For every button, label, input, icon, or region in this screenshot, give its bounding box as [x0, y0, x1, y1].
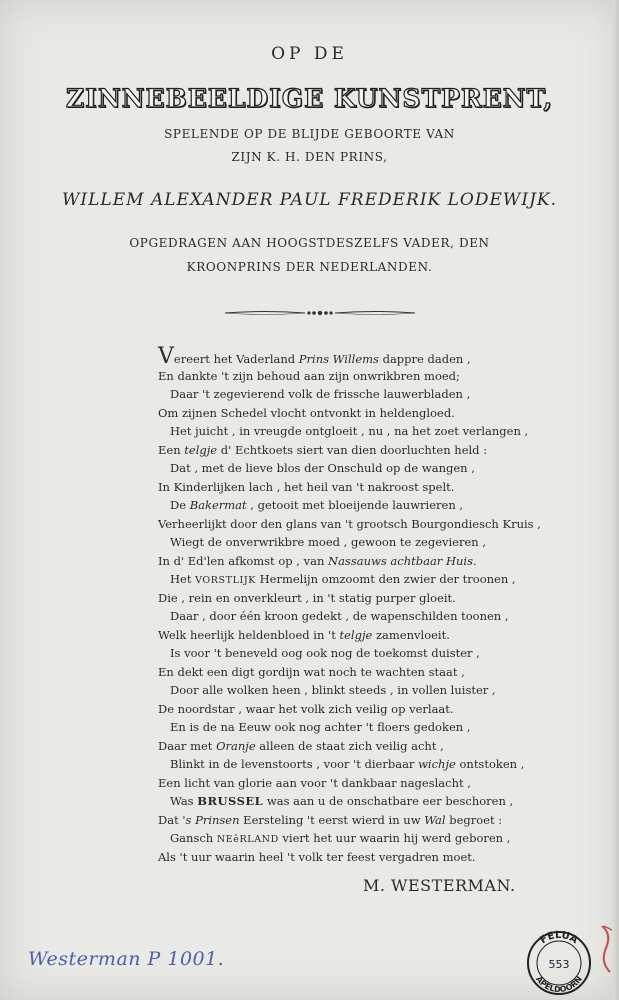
poem-text: De noordstar , waar het volk zich veilig op verlaat.	[158, 701, 454, 716]
poem-text: begroet :	[445, 812, 503, 827]
poem-line	[158, 406, 455, 420]
poem-line	[158, 813, 502, 827]
poem-line	[170, 609, 509, 623]
poem-text: Verheerlijkt door den glans van 't grootsch Bourgondiesch Kruis ,	[158, 516, 541, 531]
poem-text: Prins Willems	[298, 352, 379, 366]
poem-text: Is voor 't beneveld oog ook nog de toekomst duister ,	[170, 646, 480, 660]
poem-text: Nassauws achtbaar Huis.	[328, 553, 477, 568]
poem-text: Hermelijn omzoomt den zwier der troonen ,	[255, 572, 516, 586]
prince-name: WILLEM ALEXANDER PAUL FREDERIK LODEWIJK.	[61, 190, 558, 210]
poem-text: Het juicht , in vreugde ontgloeit , nu , na het zoet verlangen ,	[170, 424, 529, 438]
poem-text: Om zijnen Schedel vlocht ontvonkt in heldengloed.	[158, 405, 455, 420]
poem-text: Welk heerlijk heldenbloed in 't	[158, 627, 340, 642]
poem-line	[158, 628, 450, 642]
poem-text: Het	[170, 572, 196, 586]
poem-text: Een licht van glorie aan voor 't dankbaar nageslacht ,	[158, 775, 471, 790]
poem-text: Door alle wolken heen , blinkt steeds , in vollen luister ,	[170, 683, 496, 697]
poem-text: En dekt een digt gordijn wat noch te wachten staat ,	[158, 664, 465, 679]
poem-text: ontstoken ,	[455, 757, 525, 771]
svg-text:553: 553	[548, 958, 570, 971]
dedication-line-2: KROONPRINS DER NEDERLANDEN.	[186, 260, 433, 274]
poem-text: Die , rein en onverkleurt , in 't statig purper gloeit.	[158, 590, 456, 605]
poem-line	[170, 720, 470, 734]
poem-text: Wiegt de onverwrikbre moed , gewoon te zegevieren ,	[170, 535, 486, 549]
poem-line	[170, 498, 463, 512]
poem-line	[170, 461, 475, 475]
poem-text: zamenvloeit.	[372, 627, 450, 642]
poem-text: Eersteling 't eerst wierd in uw	[239, 812, 425, 827]
heading-op-de: OP DE	[271, 44, 348, 64]
poem-line	[158, 480, 454, 494]
poem-line	[158, 344, 471, 369]
poem-line	[170, 535, 486, 549]
library-stamp	[524, 928, 594, 998]
subtitle-line-2: ZIJN K. H. DEN PRINS,	[231, 150, 388, 164]
poem-text: d' Echtkoets siert van dien doorluchten held :	[217, 442, 488, 457]
ornament-divider	[225, 306, 415, 320]
poem-line	[170, 794, 513, 808]
poem-line	[158, 776, 471, 790]
svg-text:FELUA: FELUA	[538, 929, 580, 947]
poem-text: En is de na Eeuw ook nog achter 't floers gedoken ,	[170, 720, 471, 734]
poem-text: Oranje	[216, 738, 256, 753]
poem-text: Daar , door één kroon gedekt , de wapenschilden toonen ,	[170, 609, 509, 623]
page-title: ZINNEBEELDIGE KUNSTPRENT,	[65, 84, 554, 113]
author-signature: M. WESTERMAN.	[363, 876, 516, 895]
poem-text: Een	[158, 442, 185, 457]
poem-text: In Kinderlijken lach , het heil van 't nakroost spelt.	[158, 479, 455, 494]
poem-text: ereert het Vaderland	[173, 352, 299, 366]
poem-text: Bakermat	[189, 498, 247, 512]
svg-text:APELDOORN: APELDOORN	[534, 974, 584, 995]
poem-line	[158, 702, 454, 716]
poem-line	[158, 517, 541, 531]
poem-text: was aan u de onschatbare eer beschoren ,	[263, 794, 514, 808]
handwritten-shelfmark: Westerman P 1001.	[28, 948, 225, 970]
poem-text: Dat	[158, 812, 183, 827]
poem-text: telgje	[184, 442, 218, 457]
red-pencil-mark	[598, 922, 616, 976]
poem-line	[158, 739, 444, 753]
poem-line	[170, 572, 516, 588]
poem-text: Blinkt in de levenstoorts , voor 't dierbaar	[170, 757, 419, 771]
poem-line	[158, 850, 476, 864]
poem-line	[170, 831, 510, 847]
poem-text: Gansch	[170, 831, 217, 845]
poem-line	[158, 665, 465, 679]
poem-text: In d' Ed'len afkomst op , van	[158, 553, 329, 568]
poem-line	[170, 646, 480, 660]
poem-text: telgje	[339, 627, 373, 642]
poem-line	[170, 387, 470, 401]
subtitle-line-1: SPELENDE OP DE BLIJDE GEBOORTE VAN	[164, 127, 455, 141]
poem-line	[158, 443, 487, 457]
poem-text: VORSTLIJK	[195, 575, 256, 586]
poem-line	[170, 683, 496, 697]
poem-line	[170, 757, 524, 771]
poem-text: NEêRLAND	[216, 834, 279, 845]
poem-line	[158, 591, 456, 605]
poem-text: Dat , met de lieve blos der Onschuld op de wangen ,	[170, 461, 475, 475]
poem-text: , getooit met bloeijende lauwrieren ,	[246, 498, 464, 512]
poem-text: De	[170, 498, 190, 512]
poem-text: V	[158, 344, 174, 369]
poem-text: BRUSSEL	[197, 794, 264, 808]
poem-text: dappre daden ,	[378, 352, 471, 366]
dedication-line-1: OPGEDRAGEN AAN HOOGSTDESZELFS VADER, DEN	[129, 236, 490, 250]
poem-line	[170, 424, 528, 438]
poem-text: alleen de staat zich veilig acht ,	[255, 738, 444, 753]
poem-text: En dankte 't zijn behoud aan zijn onwrikbren moed;	[158, 368, 460, 383]
poem-text: Was	[170, 794, 198, 808]
poem-line	[158, 554, 477, 568]
poem-text: Als 't uur waarin heel 't volk ter feest vergadren moet.	[158, 849, 476, 864]
poem-text: Daar met	[158, 738, 217, 753]
poem-text: viert het uur waarin hij werd geboren ,	[278, 831, 511, 845]
poem-line	[158, 369, 460, 383]
poem-text: Daar 't zegevierend volk de frissche lauwerbladen ,	[170, 387, 471, 401]
poem-text: wichje	[418, 757, 456, 771]
poem-text: Wal	[424, 812, 446, 827]
poem-text: 's Prinsen	[182, 812, 240, 827]
